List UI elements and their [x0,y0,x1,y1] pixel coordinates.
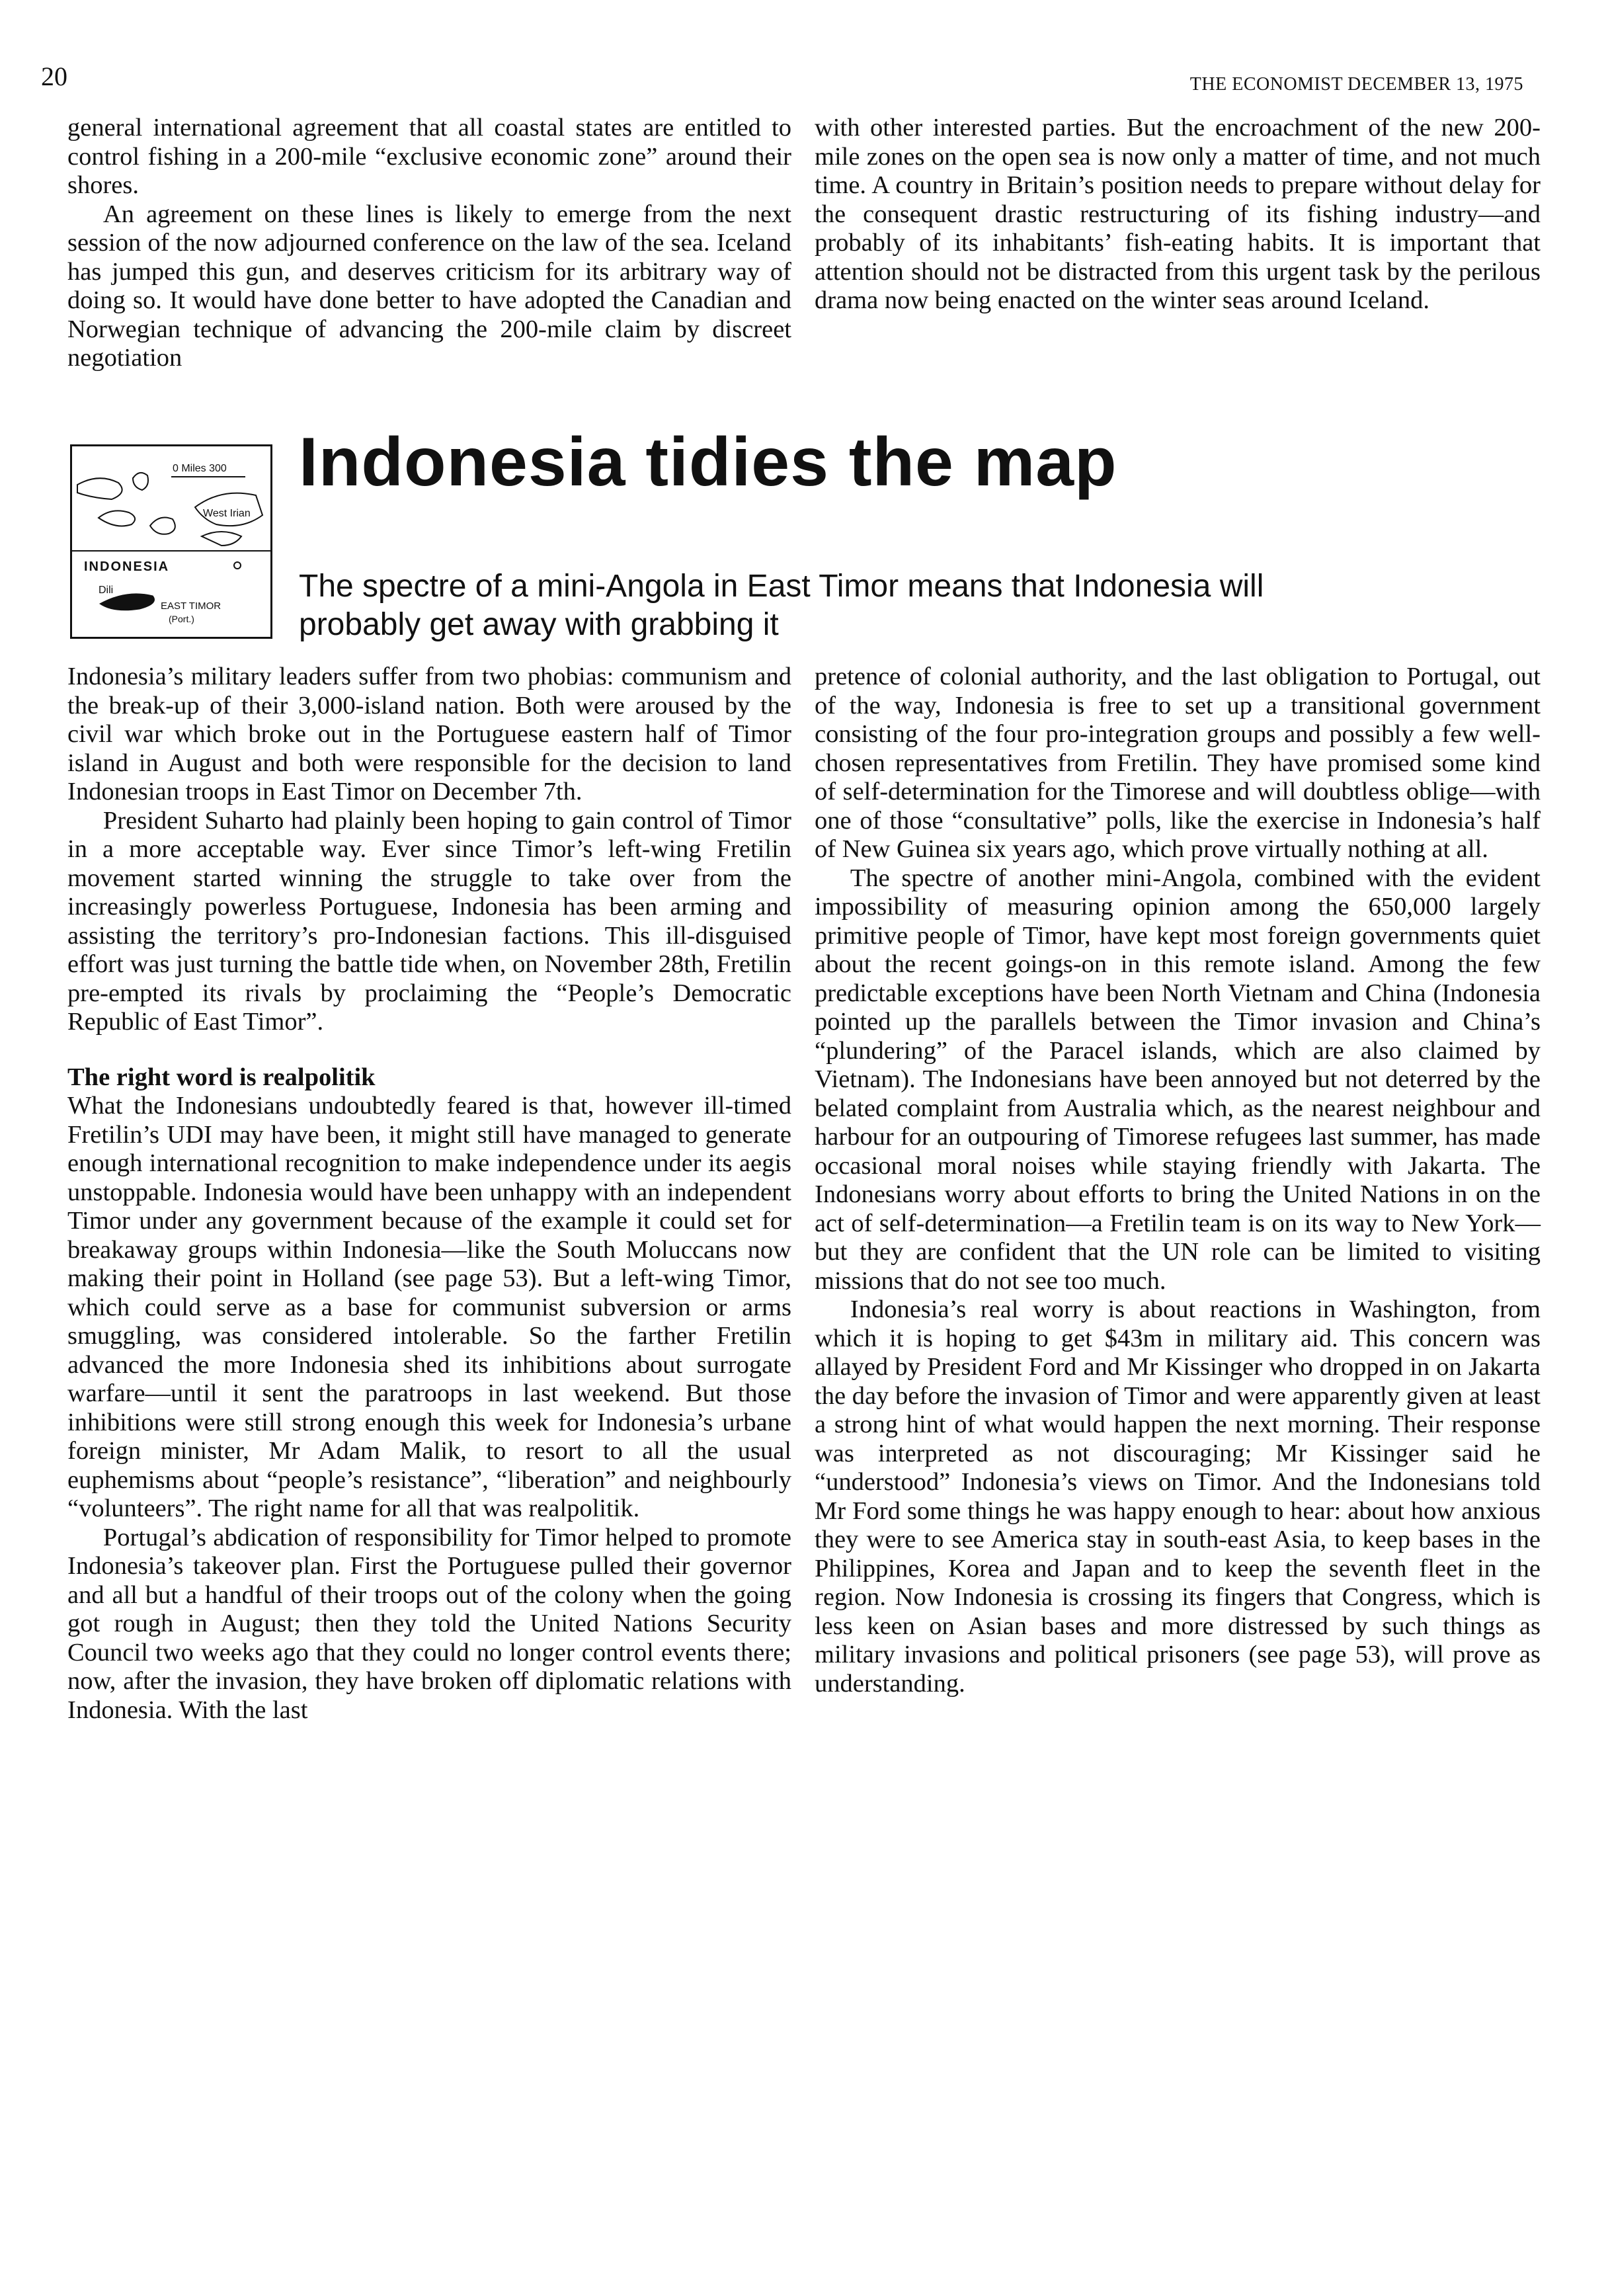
island-outline [133,473,148,490]
map-east-timor-label: EAST TIMOR [161,600,221,612]
map-west-irian-label: West Irian [203,508,251,519]
article-paragraph: President Suharto had plainly been hoping to gain control of Timor in a more acceptable way. Ever since Timor’s left-wing Fretilin movement started winning the struggle to take over from the increasingly powerless Portuguese, Indonesia has been arming and assisting the territory’s pro-Indonesian factions. This ill-disguised effort was just turning the battle tide when, on November 28th, Fretilin pre-empted its rivals by proclaiming the “People’s Democratic Republic of East Timor”. [67,806,791,1036]
island-outline [202,532,241,546]
map-indonesia-label: INDONESIA [84,559,170,574]
article-paragraph: Indonesia’s military leaders suffer from two phobias: communism and the break-up of their 3,000-island nation. Both were aroused by the civil war which broke out in the Portuguese eastern half of Timor island in August and both were responsible for the decision to land Indonesian troops in East Timor on December 7th. [67,663,791,805]
article-paragraph: Indonesia’s real worry is about reactions in Washington, from which it is hoping to get $43m in military aid. This concern was allayed by President Ford and Mr Kissinger who dropped in on Jakarta the day before the invasion of Timor and were apparently given at least a strong hint of what would happen the next morning. Their response was interpreted as not discouraging; Mr Kissinger said he “understood” Indonesia’s views on Timor. And the Indonesians told Mr Ford some things he was happy enough to hear: about how anxious they were to see America stay in south-east Asia, to keep bases in the Philippines, Korea and Japan and to keep the seventh fleet in the region. Now Indonesia is crossing its fingers that Congress, which is less keen on Asian bases and more distressed by such things as military invasions and political prisoners (see page 53), will prove as understanding. [815,1295,1541,1698]
map-marker [234,562,241,569]
subheading: The right word is realpolitik [67,1063,376,1091]
map-dili-label: Dili [99,585,114,596]
article-paragraph: The spectre of another mini-Angola, combined with the evident impossibility of measuring opinion among the 650,000 largely primitive people of Timor, have kept most foreign governments quiet about the recent goings-on in this remote island. Among the few predictable exceptions have been North Vietnam and China (Indonesia pointed up the parallels between the Timor invasion and China’s “plundering” of the Paracel islands, which are also claimed by Vietnam). The Indonesians have been annoyed but not deterred by the belated complaint from Australia which, as the nearest neighbour and harbour for an outpouring of Timorese refugees last summer, has made occasional moral noises while staying friendly with Jakarta. The Indonesians worry about efforts to bring the United Nations in on the act of self-determination—a Fretilin team is on its way to New York—but they are confident that the UN role can be limited to visiting missions that do not see too much. [815,864,1541,1295]
article-column-1 [67,663,791,1725]
map-scale-label: 0 Miles 300 [173,463,227,474]
top-article-paragraph: An agreement on these lines is likely to emerge from the next session of the now adjourned conference on the law of the sea. Iceland has jumped this gun, and deserves criticism for its arbitrary way of doing so. It would have done better to have adopted the Canadian and Norwegian technique of advancing the 200-mile claim by discreet negotiation [67,200,791,372]
page-number: 20 [41,62,67,91]
article-paragraph: What the Indonesians undoubtedly feared is that, however ill-timed Fretilin’s UDI may have been, it might still have managed to generate enough international recognition to make independence under its aegis unstoppable. Indonesia would have been unhappy with an independent Timor under any government because of the example it could set for breakaway groups within Indonesia—like the South Moluccans now making their point in Holland (see page 53). But a left-wing Timor, which could serve as a base for communist subversion or arms smuggling, was considered intolerable. So the farther Fretilin advanced the more Indonesia shed its inhibitions about surrogate warfare—until it sent the paratroops in last weekend. But those inhibitions were still strong enough this week for Indonesia’s urbane foreign minister, Mr Adam Malik, to resort to all the usual euphemisms about “people’s resistance”, “liberation” and neighbourly “volunteers”. The right name for all that was realpolitik. [67,1092,791,1522]
timor-island-shape [100,594,155,610]
island-outline [99,511,135,526]
top-article-column-1 [67,114,791,373]
masthead: THE ECONOMIST DECEMBER 13, 1975 [1189,74,1523,95]
article-column-2 [815,663,1541,1698]
article-paragraph: pretence of colonial authority, and the last obligation to Portugal, out of the way, Indonesia is free to set up a transitional government consisting of the four pro-integration groups and possibly a few well-chosen representatives from Fretilin. They have promised some kind of self-determination for the Timorese and will doubtless oblige—with one of those “consultative” polls, like the exercise in Indonesia’s half of New Guinea six years ago, which prove virtually nothing at all. [815,663,1541,863]
headline: Indonesia tidies the map [299,424,1117,501]
island-outline [150,518,175,534]
map-port-label: (Port.) [169,614,194,624]
standfirst: The spectre of a mini-Angola in East Timor means that Indonesia will probably get away with grabbing it [299,569,1264,642]
top-article-column-2 [815,114,1541,315]
top-article-paragraph: with other interested parties. But the encroachment of the new 200-mile zones on the open sea is now only a matter of time, and not much time. A country in Britain’s position needs to prepare without delay for the consequent drastic restructuring of its fishing industry—and probably of its inhabitants’ fish-eating habits. It is important that attention should not be distracted from this urgent task by the perilous drama now being enacted on the winter seas around Iceland. [815,114,1541,314]
map-graphic [72,446,270,637]
top-article-paragraph: general international agreement that all coastal states are entitled to control fishing in a 200-mile “exclusive economic zone” around their shores. [67,114,791,199]
east-timor-map [70,444,272,639]
island-outline [77,478,122,499]
article-paragraph: Portugal’s abdication of responsibility for Timor helped to promote Indonesia’s takeover plan. First the Portuguese pulled their governor and all but a handful of their troops out of the colony when the going got rough in August; then they told the United Nations Security Council two weeks ago that they could no longer control events there; now, after the invasion, they have broken off diplomatic relations with Indonesia. With the last [67,1523,791,1724]
